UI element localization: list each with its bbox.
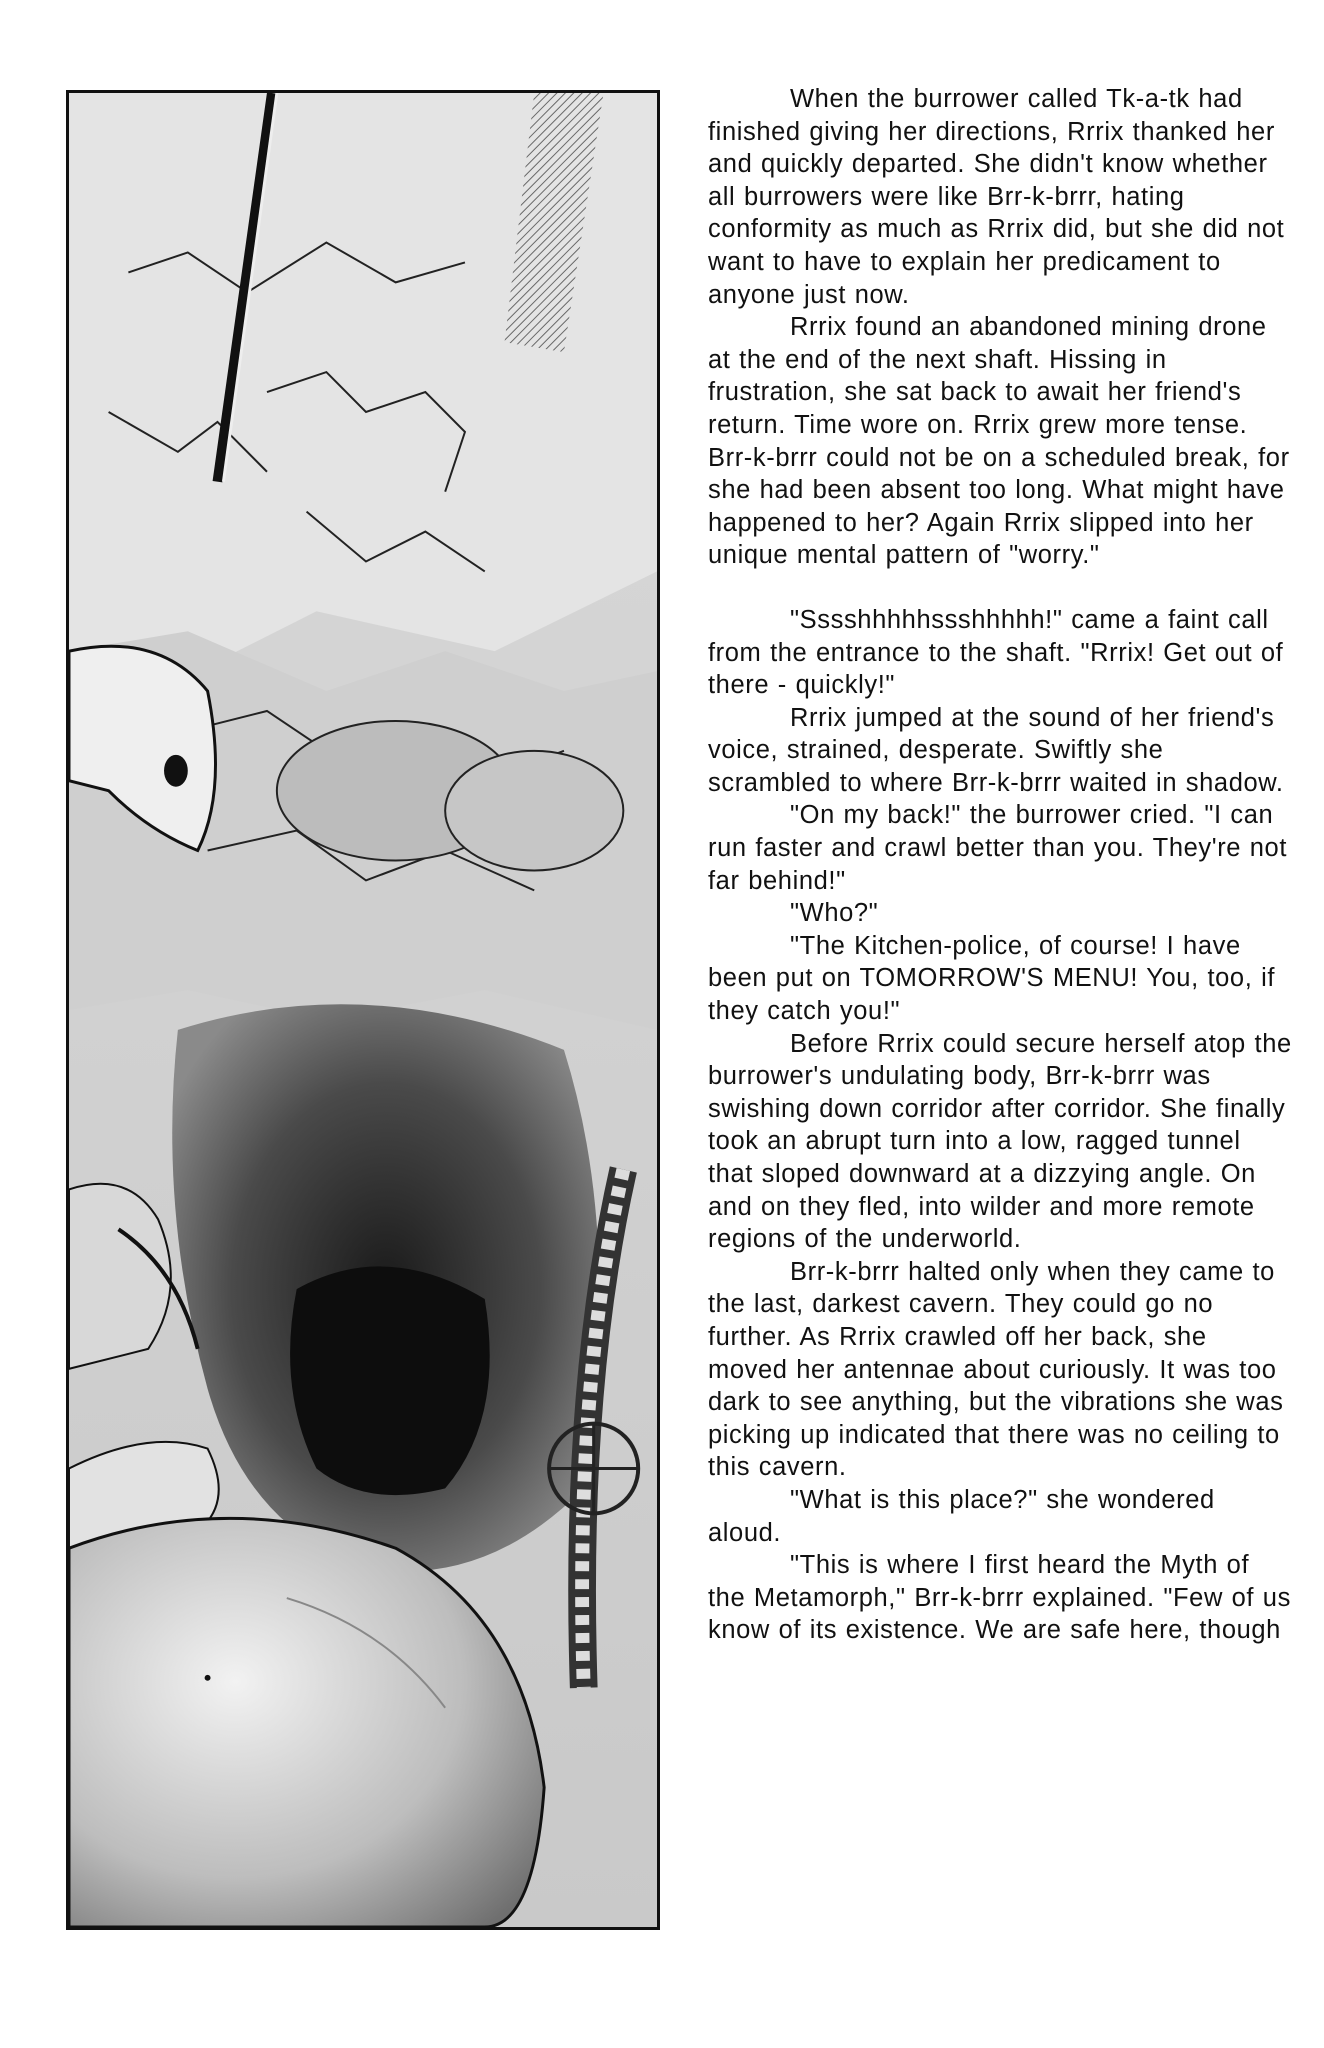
- paragraph: Rrrix jumped at the sound of her friend's voice, strained, desperate. Swiftly she scrambled to where Brr-k-brrr waited in shadow.: [708, 703, 1284, 797]
- paragraph: "Sssshhhhhssshhhhh!" came a faint call from the entrance to the shaft. "Rrrix! Get out of there - quickly!": [708, 605, 1284, 700]
- paragraph: "This is where I first heard the Myth of the Metamorph," Brr-k-brrr explained. "Few of us know of its existence. We are safe here, though: [708, 1551, 1291, 1645]
- paragraph: "On my back!" the burrower cried. "I can run faster and crawl better than you. They're not far behind!": [708, 801, 1288, 895]
- paragraph: Brr-k-brrr halted only when they came to the last, darkest cavern. They could go no further. As Rrrix crawled off her back, she moved her antennae about curiously. It was too dark to see anything, but the vibrations she was picking up indicated that there was no ceiling to this cavern.: [708, 1257, 1284, 1482]
- paragraph: Rrrix found an abandoned mining drone at the end of the next shaft. Hissing in frustration, she sat back to await her friend's return. Time wore on. Rrrix grew more tense. Brr-k-brrr could not be on a scheduled break, for she had been absent too long. What might have happened to her? Again Rrrix slipped into her unique mental pattern of "worry.": [708, 313, 1290, 570]
- paragraph: When the burrower called Tk-a-tk had finished giving her directions, Rrrix thanked her and quickly departed. She didn't know whether all burrowers were like Brr-k-brrr, hating conformity as much as Rrrix did, but she did not want to have to explain her predicament to anyone just now.: [708, 85, 1285, 309]
- cavern-illustration-icon: [69, 93, 657, 1927]
- paragraph: Before Rrrix could secure herself atop the burrower's undulating body, Brr-k-brrr was swishing down corridor after corridor. She finally took an abrupt turn into a low, ragged tunnel that sloped downward at a dizzying angle. On and on they fled, into wilder and more remote regions of the underworld.: [708, 1029, 1292, 1254]
- illustration-panel: [66, 90, 660, 1930]
- story-text-column: [708, 83, 1293, 1647]
- paragraph: "The Kitchen-police, of course! I have been put on TOMORROW'S MENU! You, too, if they catch you!": [708, 931, 1276, 1026]
- paragraph: "What is this place?" she wondered aloud.: [708, 1485, 1215, 1547]
- paragraph: "Who?": [790, 899, 879, 928]
